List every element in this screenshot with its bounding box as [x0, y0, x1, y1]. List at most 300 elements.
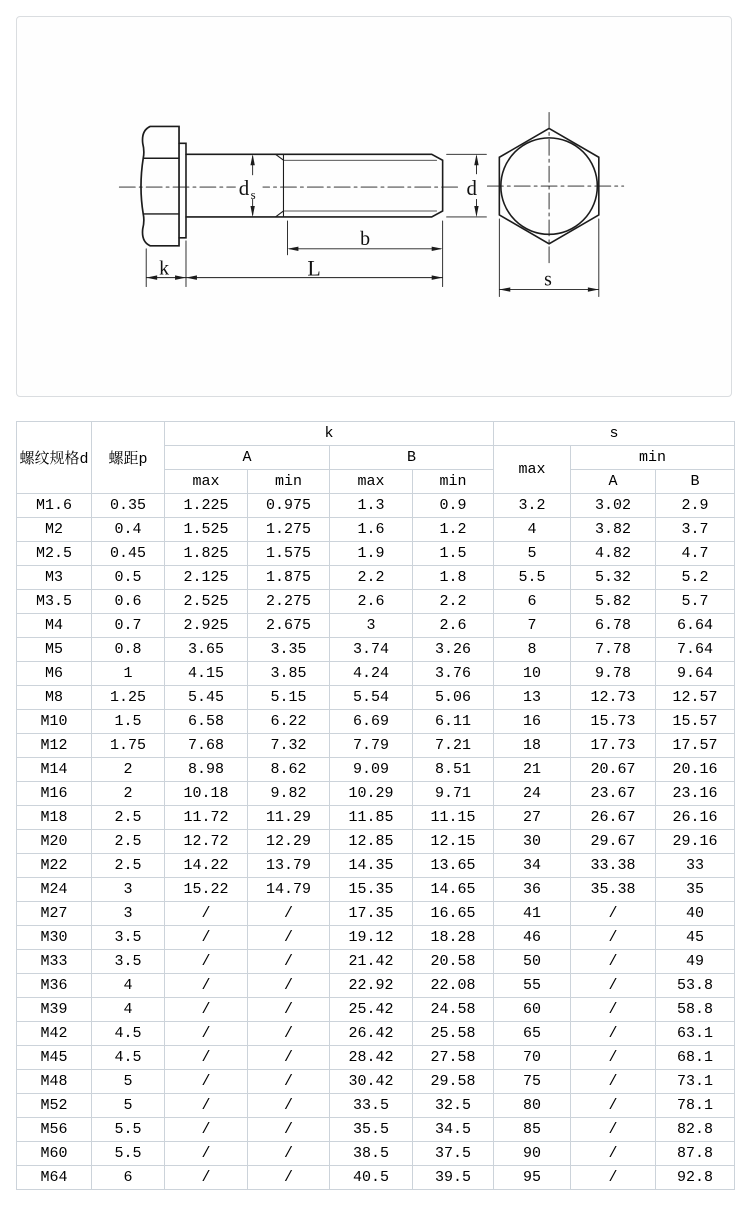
header-k-B-max: max [330, 470, 413, 494]
table-row [17, 974, 735, 998]
value-cell: / [571, 1070, 656, 1094]
table-row [17, 1166, 735, 1190]
value-cell: 4.5 [92, 1046, 165, 1070]
value-cell: / [571, 902, 656, 926]
value-cell: 4 [92, 998, 165, 1022]
value-cell: 70 [494, 1046, 571, 1070]
value-cell: 8 [494, 638, 571, 662]
value-cell: 8.62 [248, 758, 330, 782]
value-cell: 3.2 [494, 494, 571, 518]
value-cell: 12.72 [165, 830, 248, 854]
value-cell: 38.5 [330, 1142, 413, 1166]
value-cell: 5.15 [248, 686, 330, 710]
value-cell: 5 [92, 1070, 165, 1094]
header-k-A-max: max [165, 470, 248, 494]
value-cell: 2 [92, 782, 165, 806]
value-cell: 1.225 [165, 494, 248, 518]
value-cell: 28.42 [330, 1046, 413, 1070]
thread-size-cell: M24 [17, 878, 92, 902]
table-row [17, 542, 735, 566]
value-cell: 3.5 [92, 950, 165, 974]
thread-minor-lines [283, 160, 436, 211]
value-cell: 2 [92, 758, 165, 782]
value-cell: 60 [494, 998, 571, 1022]
value-cell: 32.5 [413, 1094, 494, 1118]
value-cell: / [165, 950, 248, 974]
value-cell: 17.35 [330, 902, 413, 926]
value-cell: 17.73 [571, 734, 656, 758]
value-cell: 3.82 [571, 518, 656, 542]
value-cell: 5.5 [92, 1118, 165, 1142]
value-cell: 0.35 [92, 494, 165, 518]
value-cell: 10.18 [165, 782, 248, 806]
value-cell: 6.22 [248, 710, 330, 734]
value-cell: 15.22 [165, 878, 248, 902]
thread-start [276, 154, 284, 217]
value-cell: 6 [92, 1166, 165, 1190]
value-cell: / [571, 1046, 656, 1070]
thread-size-cell: M2.5 [17, 542, 92, 566]
value-cell: 7 [494, 614, 571, 638]
header-thread-spec: 螺纹规格d [17, 422, 92, 494]
value-cell: 2.9 [656, 494, 735, 518]
value-cell: 15.35 [330, 878, 413, 902]
value-cell: / [248, 1094, 330, 1118]
value-cell: 4.7 [656, 542, 735, 566]
header-k-B-min: min [413, 470, 494, 494]
value-cell: 3 [330, 614, 413, 638]
table-row [17, 1022, 735, 1046]
value-cell: 85 [494, 1118, 571, 1142]
value-cell: 5.54 [330, 686, 413, 710]
thread-size-cell: M8 [17, 686, 92, 710]
thread-size-cell: M60 [17, 1142, 92, 1166]
hex-head-front-view [487, 112, 623, 262]
value-cell: / [165, 926, 248, 950]
table-row [17, 926, 735, 950]
header-k-B: B [330, 446, 494, 470]
value-cell: 7.32 [248, 734, 330, 758]
table-row [17, 902, 735, 926]
value-cell: 6 [494, 590, 571, 614]
value-cell: 37.5 [413, 1142, 494, 1166]
value-cell: 13.79 [248, 854, 330, 878]
thread-size-cell: M27 [17, 902, 92, 926]
value-cell: 1.9 [330, 542, 413, 566]
header-k-A-min: min [248, 470, 330, 494]
value-cell: / [165, 974, 248, 998]
value-cell: 2.5 [92, 830, 165, 854]
value-cell: 5.7 [656, 590, 735, 614]
value-cell: 11.15 [413, 806, 494, 830]
value-cell: 7.78 [571, 638, 656, 662]
value-cell: 22.92 [330, 974, 413, 998]
value-cell: 92.8 [656, 1166, 735, 1190]
value-cell: 1.8 [413, 566, 494, 590]
value-cell: 35 [656, 878, 735, 902]
value-cell: 0.45 [92, 542, 165, 566]
value-cell: 16 [494, 710, 571, 734]
value-cell: / [571, 950, 656, 974]
table-row [17, 1046, 735, 1070]
thread-size-cell: M56 [17, 1118, 92, 1142]
value-cell: / [571, 974, 656, 998]
value-cell: 2.525 [165, 590, 248, 614]
value-cell: 33.38 [571, 854, 656, 878]
bolt-drawing-panel [16, 16, 732, 397]
value-cell: 3.74 [330, 638, 413, 662]
value-cell: 2.6 [413, 614, 494, 638]
value-cell: / [571, 926, 656, 950]
thread-size-cell: M33 [17, 950, 92, 974]
spec-table [16, 421, 735, 1190]
value-cell: 4.82 [571, 542, 656, 566]
value-cell: 4 [92, 974, 165, 998]
value-cell: 6.11 [413, 710, 494, 734]
value-cell: 7.64 [656, 638, 735, 662]
value-cell: / [165, 902, 248, 926]
thread-size-cell: M3.5 [17, 590, 92, 614]
value-cell: 46 [494, 926, 571, 950]
thread-size-cell: M1.6 [17, 494, 92, 518]
table-row [17, 854, 735, 878]
value-cell: 0.8 [92, 638, 165, 662]
header-s-min-B: B [656, 470, 735, 494]
value-cell: 34.5 [413, 1118, 494, 1142]
thread-size-cell: M3 [17, 566, 92, 590]
value-cell: 8.51 [413, 758, 494, 782]
header-group-k: k [165, 422, 494, 446]
value-cell: 78.1 [656, 1094, 735, 1118]
value-cell: 3.35 [248, 638, 330, 662]
value-cell: 41 [494, 902, 571, 926]
thread-size-cell: M48 [17, 1070, 92, 1094]
value-cell: 2.6 [330, 590, 413, 614]
value-cell: 12.57 [656, 686, 735, 710]
thread-size-cell: M6 [17, 662, 92, 686]
value-cell: 45 [656, 926, 735, 950]
label-b: b [360, 227, 371, 250]
value-cell: 12.29 [248, 830, 330, 854]
value-cell: 6.78 [571, 614, 656, 638]
value-cell: 34 [494, 854, 571, 878]
value-cell: 35.38 [571, 878, 656, 902]
value-cell: / [165, 998, 248, 1022]
value-cell: 40.5 [330, 1166, 413, 1190]
value-cell: 80 [494, 1094, 571, 1118]
value-cell: / [248, 998, 330, 1022]
value-cell: 53.8 [656, 974, 735, 998]
table-row [17, 758, 735, 782]
label-d: d [466, 176, 477, 201]
thread-size-cell: M45 [17, 1046, 92, 1070]
value-cell: 3 [92, 902, 165, 926]
label-ds-sub: s [250, 187, 256, 203]
value-cell: 5.32 [571, 566, 656, 590]
header-group-s: s [494, 422, 735, 446]
value-cell: 23.67 [571, 782, 656, 806]
value-cell: 29.16 [656, 830, 735, 854]
value-cell: 2.275 [248, 590, 330, 614]
value-cell: 26.67 [571, 806, 656, 830]
value-cell: 9.82 [248, 782, 330, 806]
value-cell: 0.6 [92, 590, 165, 614]
value-cell: 24 [494, 782, 571, 806]
table-row [17, 686, 735, 710]
value-cell: 11.85 [330, 806, 413, 830]
table-body [17, 494, 735, 1190]
value-cell: / [248, 902, 330, 926]
table-row [17, 806, 735, 830]
value-cell: 27 [494, 806, 571, 830]
value-cell: 4.15 [165, 662, 248, 686]
value-cell: 30.42 [330, 1070, 413, 1094]
value-cell: 16.65 [413, 902, 494, 926]
table-row [17, 710, 735, 734]
table-row [17, 638, 735, 662]
value-cell: 12.85 [330, 830, 413, 854]
thread-size-cell: M39 [17, 998, 92, 1022]
table-row [17, 1142, 735, 1166]
value-cell: 14.35 [330, 854, 413, 878]
thread-size-cell: M18 [17, 806, 92, 830]
thread-size-cell: M12 [17, 734, 92, 758]
value-cell: 13.65 [413, 854, 494, 878]
value-cell: 3.65 [165, 638, 248, 662]
value-cell: / [571, 1094, 656, 1118]
value-cell: 7.68 [165, 734, 248, 758]
value-cell: 19.12 [330, 926, 413, 950]
value-cell: 10.29 [330, 782, 413, 806]
header-s-min-A: A [571, 470, 656, 494]
value-cell: 5.2 [656, 566, 735, 590]
value-cell: 6.58 [165, 710, 248, 734]
value-cell: 2.5 [92, 806, 165, 830]
hex-bolt-drawing [17, 17, 731, 396]
value-cell: / [571, 1142, 656, 1166]
value-cell: / [571, 1118, 656, 1142]
value-cell: 36 [494, 878, 571, 902]
table-header [17, 422, 735, 494]
value-cell: 21 [494, 758, 571, 782]
thread-size-cell: M36 [17, 974, 92, 998]
header-pitch: 螺距p [92, 422, 165, 494]
value-cell: 30 [494, 830, 571, 854]
value-cell: 27.58 [413, 1046, 494, 1070]
value-cell: 33.5 [330, 1094, 413, 1118]
value-cell: 17.57 [656, 734, 735, 758]
thread-size-cell: M20 [17, 830, 92, 854]
thread-size-cell: M2 [17, 518, 92, 542]
value-cell: 95 [494, 1166, 571, 1190]
value-cell: 0.9 [413, 494, 494, 518]
value-cell: 63.1 [656, 1022, 735, 1046]
value-cell: 14.65 [413, 878, 494, 902]
value-cell: 5.45 [165, 686, 248, 710]
thread-size-cell: M64 [17, 1166, 92, 1190]
thread-size-cell: M14 [17, 758, 92, 782]
label-L: L [307, 256, 321, 281]
value-cell: / [165, 1094, 248, 1118]
value-cell: 2.125 [165, 566, 248, 590]
shank-outline [186, 154, 443, 217]
value-cell: 22.08 [413, 974, 494, 998]
value-cell: 5 [92, 1094, 165, 1118]
table-row [17, 830, 735, 854]
value-cell: 1.5 [92, 710, 165, 734]
value-cell: 1.275 [248, 518, 330, 542]
dimension-k-L [146, 221, 442, 287]
value-cell: / [165, 1118, 248, 1142]
value-cell: / [248, 1046, 330, 1070]
value-cell: 23.16 [656, 782, 735, 806]
washer-face [179, 143, 186, 238]
value-cell: 5.5 [494, 566, 571, 590]
value-cell: 1.3 [330, 494, 413, 518]
value-cell: 10 [494, 662, 571, 686]
thread-size-cell: M16 [17, 782, 92, 806]
value-cell: 1.825 [165, 542, 248, 566]
value-cell: 26.16 [656, 806, 735, 830]
table-row [17, 1118, 735, 1142]
value-cell: 1.6 [330, 518, 413, 542]
value-cell: 0.4 [92, 518, 165, 542]
table-row [17, 1094, 735, 1118]
value-cell: 2.675 [248, 614, 330, 638]
value-cell: 2.2 [330, 566, 413, 590]
table-row [17, 878, 735, 902]
value-cell: 29.58 [413, 1070, 494, 1094]
value-cell: 18 [494, 734, 571, 758]
value-cell: 0.5 [92, 566, 165, 590]
value-cell: 49 [656, 950, 735, 974]
value-cell: / [571, 1022, 656, 1046]
value-cell: 68.1 [656, 1046, 735, 1070]
value-cell: 20.67 [571, 758, 656, 782]
value-cell: 26.42 [330, 1022, 413, 1046]
value-cell: / [571, 998, 656, 1022]
value-cell: 9.09 [330, 758, 413, 782]
thread-size-cell: M10 [17, 710, 92, 734]
value-cell: 73.1 [656, 1070, 735, 1094]
value-cell: 18.28 [413, 926, 494, 950]
value-cell: 20.16 [656, 758, 735, 782]
value-cell: 25.42 [330, 998, 413, 1022]
value-cell: 4 [494, 518, 571, 542]
value-cell: 33 [656, 854, 735, 878]
value-cell: 3.76 [413, 662, 494, 686]
value-cell: 39.5 [413, 1166, 494, 1190]
table-row [17, 1070, 735, 1094]
table-row [17, 950, 735, 974]
thread-size-cell: M22 [17, 854, 92, 878]
table-row [17, 998, 735, 1022]
thread-size-cell: M30 [17, 926, 92, 950]
value-cell: / [248, 974, 330, 998]
value-cell: 0.975 [248, 494, 330, 518]
value-cell: 1.5 [413, 542, 494, 566]
value-cell: 3.02 [571, 494, 656, 518]
value-cell: 1.75 [92, 734, 165, 758]
value-cell: / [165, 1142, 248, 1166]
value-cell: / [571, 1166, 656, 1190]
label-s: s [544, 268, 552, 291]
value-cell: 12.73 [571, 686, 656, 710]
value-cell: 3.26 [413, 638, 494, 662]
label-ds: d [238, 176, 250, 201]
value-cell: 15.57 [656, 710, 735, 734]
value-cell: / [248, 1142, 330, 1166]
value-cell: 9.78 [571, 662, 656, 686]
table-row [17, 590, 735, 614]
value-cell: 90 [494, 1142, 571, 1166]
value-cell: / [248, 926, 330, 950]
value-cell: 40 [656, 902, 735, 926]
value-cell: 12.15 [413, 830, 494, 854]
value-cell: / [248, 1070, 330, 1094]
table-row [17, 734, 735, 758]
value-cell: 58.8 [656, 998, 735, 1022]
value-cell: 4.5 [92, 1022, 165, 1046]
value-cell: 11.72 [165, 806, 248, 830]
value-cell: 14.22 [165, 854, 248, 878]
value-cell: / [165, 1022, 248, 1046]
value-cell: 1.2 [413, 518, 494, 542]
value-cell: 3.7 [656, 518, 735, 542]
thread-size-cell: M4 [17, 614, 92, 638]
value-cell: 1 [92, 662, 165, 686]
value-cell: 82.8 [656, 1118, 735, 1142]
value-cell: 2.925 [165, 614, 248, 638]
thread-size-cell: M5 [17, 638, 92, 662]
value-cell: 75 [494, 1070, 571, 1094]
value-cell: 14.79 [248, 878, 330, 902]
bolt-head-outline [141, 126, 179, 245]
value-cell: / [165, 1166, 248, 1190]
table-row [17, 566, 735, 590]
value-cell: / [248, 950, 330, 974]
value-cell: 1.875 [248, 566, 330, 590]
value-cell: / [248, 1166, 330, 1190]
value-cell: 55 [494, 974, 571, 998]
value-cell: 11.29 [248, 806, 330, 830]
value-cell: 24.58 [413, 998, 494, 1022]
value-cell: 13 [494, 686, 571, 710]
value-cell: 21.42 [330, 950, 413, 974]
value-cell: 35.5 [330, 1118, 413, 1142]
value-cell: 4.24 [330, 662, 413, 686]
value-cell: 2.5 [92, 854, 165, 878]
table-row [17, 782, 735, 806]
thread-size-cell: M52 [17, 1094, 92, 1118]
value-cell: / [248, 1118, 330, 1142]
value-cell: 7.21 [413, 734, 494, 758]
head-facet-lines [143, 158, 179, 214]
header-k-A: A [165, 446, 330, 470]
value-cell: 3 [92, 878, 165, 902]
value-cell: 3.5 [92, 926, 165, 950]
value-cell: 5.5 [92, 1142, 165, 1166]
value-cell: 1.525 [165, 518, 248, 542]
value-cell: 6.69 [330, 710, 413, 734]
value-cell: 9.64 [656, 662, 735, 686]
value-cell: / [165, 1070, 248, 1094]
value-cell: 65 [494, 1022, 571, 1046]
value-cell: 3.85 [248, 662, 330, 686]
value-cell: / [248, 1022, 330, 1046]
value-cell: 1.25 [92, 686, 165, 710]
value-cell: 29.67 [571, 830, 656, 854]
